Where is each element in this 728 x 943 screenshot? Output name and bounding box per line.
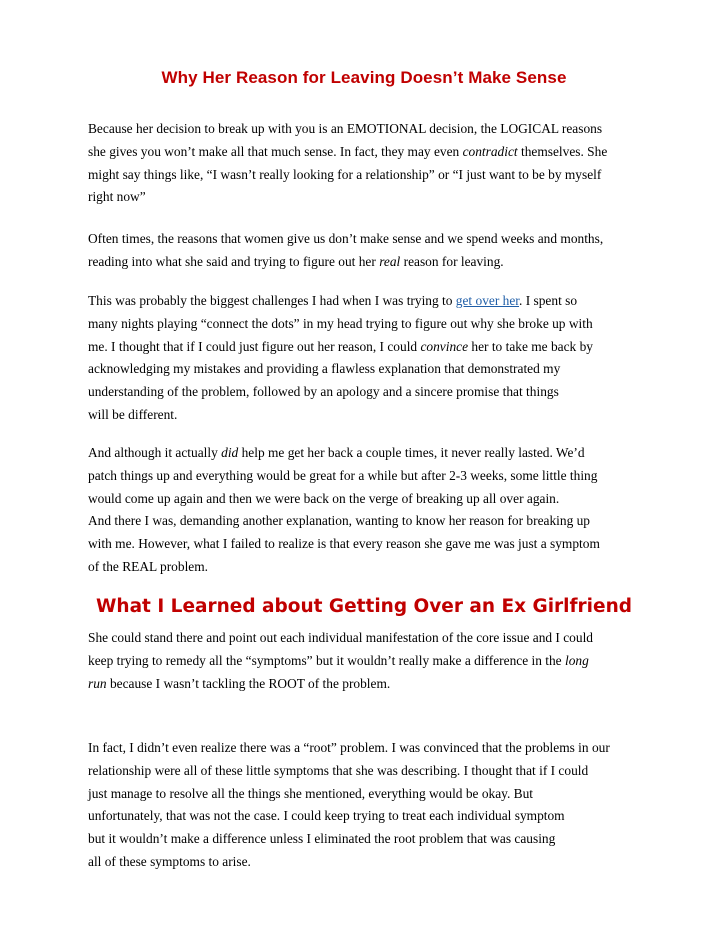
text-line bbox=[88, 251, 658, 274]
text-run: And although it actually bbox=[88, 445, 222, 460]
text-line bbox=[88, 673, 658, 696]
emphasis-text: contradict bbox=[462, 143, 518, 159]
text-line: right now” bbox=[88, 189, 146, 205]
text-line: unfortunately, that was not the case. I could keep trying to treat each individual symptom bbox=[88, 808, 565, 824]
text-line: but it wouldn’t make a difference unless I eliminated the root problem that was causing bbox=[88, 831, 556, 847]
paragraph-biggest-challenge bbox=[88, 290, 658, 427]
emphasis-text: did bbox=[221, 445, 239, 460]
text-line: patch things up and everything would be great for a while but after 2-3 weeks, some little thing bbox=[88, 467, 598, 483]
text-line: acknowledging my mistakes and providing a flawless explanation that demonstrated my bbox=[88, 361, 561, 377]
paragraph-reasons-dont-make-sense bbox=[88, 228, 658, 274]
text-line bbox=[88, 650, 658, 673]
text-line: just manage to resolve all the things she mentioned, everything would be okay. But bbox=[88, 785, 534, 801]
paragraph-root-problem bbox=[88, 737, 658, 874]
text-run: keep trying to remedy all the “symptoms” but it wouldn’t really make a difference in the bbox=[88, 652, 565, 668]
text-line bbox=[88, 442, 658, 465]
section-heading-reason: Why Her Reason for Leaving Doesn’t Make Sense bbox=[161, 68, 567, 87]
get-over-her-link[interactable]: get over her bbox=[455, 293, 520, 308]
text-line bbox=[88, 141, 658, 164]
text-line: In fact, I didn’t even realize there was a “root” problem. I was convinced that the problems in our bbox=[88, 740, 610, 755]
emphasis-text: long bbox=[564, 652, 589, 668]
text-run: . I spent so bbox=[519, 293, 578, 308]
text-line bbox=[88, 290, 658, 313]
text-line: of the REAL problem. bbox=[88, 558, 208, 574]
text-line: might say things like, “I wasn’t really looking for a relationship” or “I just want to be by myself bbox=[88, 166, 602, 182]
text-line: And there I was, demanding another explanation, wanting to know her reason for breaking up bbox=[88, 513, 590, 529]
text-line bbox=[88, 336, 658, 359]
text-line: all of these symptoms to arise. bbox=[88, 853, 251, 869]
text-run: because I wasn’t tackling the ROOT of the problem. bbox=[106, 675, 391, 691]
text-run: her to take me back by bbox=[468, 338, 593, 354]
text-line: would come up again and then we were back on the verge of breaking up all over again. bbox=[88, 490, 560, 506]
text-line: with me. However, what I failed to realize is that every reason she gave me was just a symptom bbox=[88, 536, 600, 552]
text-run: themselves. She bbox=[517, 143, 608, 159]
text-line: Often times, the reasons that women give us don’t make sense and we spend weeks and months, bbox=[88, 231, 604, 246]
paragraph-emotional-decision bbox=[88, 118, 658, 209]
text-line: understanding of the problem, followed by an apology and a sincere promise that things bbox=[88, 384, 559, 400]
text-run: she gives you won’t make all that much sense. In fact, they may even bbox=[88, 143, 463, 159]
section-heading-what-i-learned: What I Learned about Getting Over an Ex Girlfriend bbox=[96, 596, 632, 617]
text-line: relationship were all of these little symptoms that she was describing. I thought that if I could bbox=[88, 762, 589, 778]
text-run: reading into what she said and trying to figure out her bbox=[88, 253, 380, 269]
paragraph-never-lasted bbox=[88, 442, 658, 579]
emphasis-text: run bbox=[88, 675, 107, 691]
emphasis-text: real bbox=[379, 253, 401, 269]
text-run: me. I thought that if I could just figure out her reason, I could bbox=[88, 338, 421, 354]
text-run: This was probably the biggest challenges I had when I was trying to bbox=[88, 293, 456, 308]
text-line: She could stand there and point out each individual manifestation of the core issue and I could bbox=[88, 630, 593, 645]
text-line: will be different. bbox=[88, 406, 178, 422]
text-run: reason for leaving. bbox=[400, 253, 504, 269]
paragraph-symptoms bbox=[88, 627, 658, 695]
text-line: many nights playing “connect the dots” in my head trying to figure out why she broke up with bbox=[88, 315, 593, 331]
emphasis-text: convince bbox=[420, 338, 469, 354]
text-line: Because her decision to break up with you is an EMOTIONAL decision, the LOGICAL reasons bbox=[88, 121, 603, 136]
text-run: help me get her back a couple times, it never really lasted. We’d bbox=[238, 445, 585, 460]
